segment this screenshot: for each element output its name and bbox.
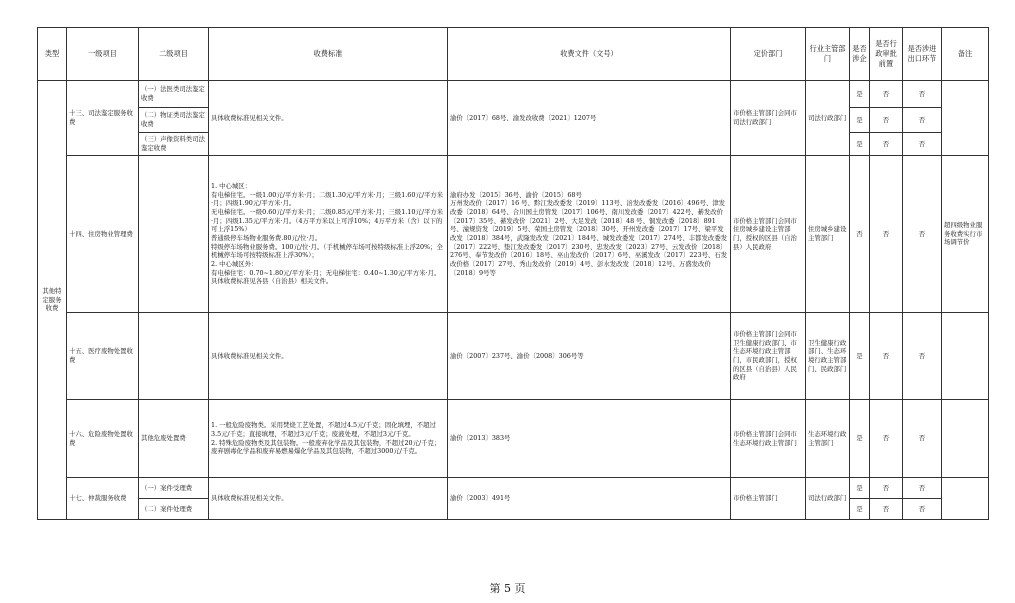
- document-cell: 渝价〔2007〕237号、渝价〔2008〕306号等: [448, 313, 731, 400]
- level2-cell: （二）物证类司法鉴定收费: [139, 108, 209, 133]
- enterprise-cell: 是: [850, 400, 870, 478]
- level1-cell: 十三、司法鉴定服务收费: [67, 81, 139, 156]
- standard-cell: 1. 一般危险废物类。采用焚烧工艺处置，不超过4.5元/千克；固化填埋，不超过3.5元/千克；直接填埋，不超过3元/千克；废液处理，不超过3元/千克。 2. 特殊危险废物类及其包装物。一般废弃化学品及其包装物，不超过20元/千克；废弃剧毒化学品和废弃易燃易爆化学品及其包装物，不超过3000元/千克。: [209, 400, 448, 478]
- enterprise-cell: 是: [850, 133, 870, 156]
- header-standard: 收费标准: [209, 28, 448, 81]
- header-document: 收费文件（文号）: [448, 28, 731, 81]
- approval-cell: 否: [870, 499, 903, 520]
- level1-cell: 十五、医疗废物处置收费: [67, 313, 139, 400]
- pricing-dept-cell: 市价格主管部门会同市住房城乡建设主管部门，授权的区县（自治县）人民政府: [731, 156, 806, 313]
- export-cell: 否: [903, 478, 942, 499]
- level2-cell: （一）案件受理费: [139, 478, 209, 499]
- table-row: [38, 400, 989, 478]
- document-cell: 渝府办发〔2015〕36号、渝价〔2015〕68号 万州发改价〔2017〕16 号、黔江发改委发〔2019〕113号、涪发改委发〔2016〕496号、津发改委〔2018〕64号、合川国土房管发〔2017〕106号、南川发改委〔2017〕422号、綦发改价〔2017〕35号、綦发改价〔2021〕2号、大足发改〔2018〕48 号、铜发改委〔2018〕891号、潼规资发〔2019〕5号、荣国土房管发〔2018〕30号、开州发改委〔2017〕17号、梁平发改发〔2018〕384号，武隆发改发〔2021〕184号、城发改委发〔2017〕274号、丰都发改委发〔2017〕222号、垫江发改委发〔2017〕230号、忠发改发〔2023〕27号、云发改价〔2018〕276号、奉节发改价〔2016〕18号、巫山发改价〔2017〕6号、巫溪发改〔2017〕223号、石发改价格〔2017〕27号、秀山发改价〔2019〕4号、彭水发改发〔2018〕12号、万盛发改价〔2018〕9号等: [448, 156, 731, 313]
- industry-dept-cell: 司法行政部门: [806, 81, 850, 156]
- header-involves-enterprise: 是否涉企: [850, 28, 870, 81]
- export-cell: 否: [903, 156, 942, 313]
- approval-cell: 否: [870, 81, 903, 108]
- enterprise-cell: 是: [850, 499, 870, 520]
- level2-cell: （三）声像资料类司法鉴定收费: [139, 133, 209, 156]
- header-industry-dept: 行业主管部门: [806, 28, 850, 81]
- pricing-dept-cell: 市价格主管部门: [731, 478, 806, 520]
- enterprise-cell: 是: [850, 478, 870, 499]
- pricing-dept-cell: 市价格主管部门会同市司法行政部门: [731, 81, 806, 156]
- table-row: [38, 156, 989, 313]
- header-remark: 备注: [942, 28, 989, 81]
- industry-dept-cell: 卫生健康行政部门、生态环境行政主管部门、民政部门: [806, 313, 850, 400]
- remark-cell: [942, 400, 989, 478]
- header-level2: 二级项目: [139, 28, 209, 81]
- export-cell: 否: [903, 400, 942, 478]
- level2-cell: 其他危废处置费: [139, 400, 209, 478]
- header-pricing-dept: 定价部门: [731, 28, 806, 81]
- header-pre-approval: 是否行政审批前置: [870, 28, 903, 81]
- industry-dept-cell: 司法行政部门: [806, 478, 850, 520]
- standard-cell: 具体收费标准见相关文件。: [209, 313, 448, 400]
- table-row: [38, 81, 989, 108]
- standard-cell: 1. 中心城区： 有电梯住宅。一级1.00元/平方米·月；二级1.30元/平方米·月；三级1.60元/平方米·月；四级1.90元/平方米·月。 无电梯住宅。一级0.60元/平方米·月；二级0.85元/平方米·月；三级1.10元/平方米·月；四级1.35元/平方米·月。（4万平方米以上可浮10%；4万平方米（含）以下的可上浮15%） 普通级停车场物业服务费.80元/位·月。 特级停车场物业服务费。100元/位·月。（手机械停车场可按特级标准上浮20%；全机械停车场可按特级标准上浮30%）； 2. 中心城区外： 有电梯住宅：0.70~1.80元/平方米·月；无电梯住宅：0.40~1.30元/平方米·月。具体收费标准见各县（自治县）相关文件。: [209, 156, 448, 313]
- fee-table: [37, 27, 989, 520]
- enterprise-cell: 是: [850, 313, 870, 400]
- enterprise-cell: 是: [850, 81, 870, 108]
- level1-cell: 十六、危险废物处置收费: [67, 400, 139, 478]
- document-cell: 渝价〔2013〕383号: [448, 400, 731, 478]
- export-cell: 否: [903, 499, 942, 520]
- level2-cell: [139, 156, 209, 313]
- export-cell: 否: [903, 133, 942, 156]
- approval-cell: 否: [870, 400, 903, 478]
- remark-cell: [942, 313, 989, 400]
- export-cell: 否: [903, 81, 942, 108]
- pricing-dept-cell: 市价格主管部门会同市生态环境行政主管部门: [731, 400, 806, 478]
- table-row: [38, 313, 989, 400]
- approval-cell: 否: [870, 133, 903, 156]
- approval-cell: 否: [870, 108, 903, 133]
- header-import-export: 是否涉进出口环节: [903, 28, 942, 81]
- pricing-dept-cell: 市价格主管部门会同市卫生健康行政部门、市生态环境行政主管部门，市民政部门，授权的区县（自治县）人民政府: [731, 313, 806, 400]
- remark-cell: [942, 478, 989, 520]
- page-number: 第 5 页: [489, 582, 526, 595]
- level1-cell: 十四、住房物业管理费: [67, 156, 139, 313]
- enterprise-cell: 是: [850, 108, 870, 133]
- approval-cell: 否: [870, 156, 903, 313]
- approval-cell: 否: [870, 478, 903, 499]
- standard-cell: 具体收费标准见相关文件。: [209, 478, 448, 520]
- header-level1: 一级项目: [67, 28, 139, 81]
- approval-cell: 否: [870, 313, 903, 400]
- remark-cell: [942, 81, 989, 156]
- header-row: [38, 28, 989, 81]
- export-cell: 否: [903, 108, 942, 133]
- header-type: 类型: [38, 28, 67, 81]
- industry-dept-cell: 住房城乡建设主管部门: [806, 156, 850, 313]
- industry-dept-cell: 生态环境行政主管部门: [806, 400, 850, 478]
- export-cell: 否: [903, 313, 942, 400]
- enterprise-cell: 否: [850, 156, 870, 313]
- level2-cell: （一）法医类司法鉴定收费: [139, 81, 209, 108]
- document-cell: 渝价〔2003〕491号: [448, 478, 731, 520]
- level1-cell: 十七、仲裁服务收费: [67, 478, 139, 520]
- document-cell: 渝价〔2017〕68号、渝发改收费〔2021〕1207号: [448, 81, 731, 156]
- level2-cell: [139, 313, 209, 400]
- standard-cell: 具体收费标准见相关文件。: [209, 81, 448, 156]
- table-row: [38, 478, 989, 499]
- level2-cell: （二）案件处理费: [139, 499, 209, 520]
- category-cell: 其他特定服务收费: [38, 81, 67, 520]
- remark-cell: 超四级物业服务收费实行市场调节价: [942, 156, 989, 313]
